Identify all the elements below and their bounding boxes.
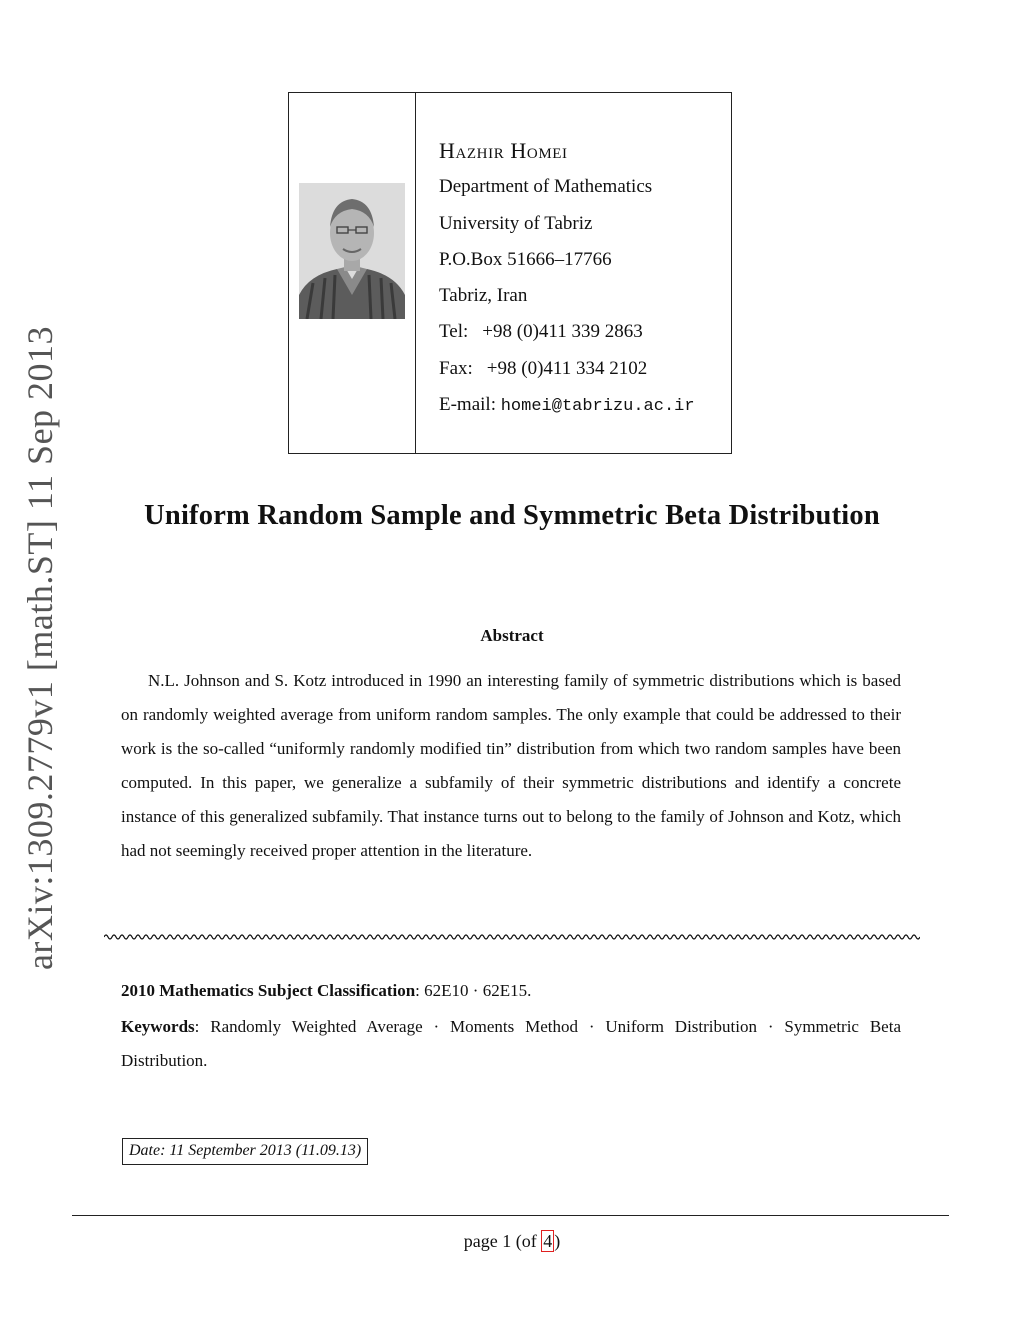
author-fax (439, 351, 695, 387)
wavy-separator (104, 930, 920, 944)
author-pobox: P.O.Box 51666–17766 (439, 248, 612, 270)
tel-value: +98 (0)411 339 2863 (482, 321, 643, 343)
footer-rule (72, 1215, 949, 1216)
fax-value: +98 (0)411 334 2102 (486, 357, 648, 379)
author-email (439, 387, 695, 423)
paper-title: Uniform Random Sample and Symmetric Beta Distribution (144, 500, 880, 531)
abstract-text: N.L. Johnson and S. Kotz introduced in 1990 an interesting family of symmetric distributions which is based on randomly weighted average from uniform random samples. The only example that could be addressed to their work is the so-called “uniformly randomly modified tin” distribution from which two random samples have been computed. In this paper, we generalize a subfamily of their symmetric distributions and identify a concrete instance of this generalized subfamily. That instance turns out to belong to the family of Johnson and Kotz, which had not seemingly received proper attention in the literature. (121, 671, 901, 860)
email-label: E-mail: (439, 394, 496, 416)
msc-label: 2010 Mathematics Subject Classification (121, 981, 416, 1000)
total-pages-link[interactable]: 4 (543, 1231, 553, 1251)
footer-suffix: ) (554, 1231, 561, 1251)
msc-value: : 62E10 · 62E15. (415, 981, 532, 1000)
author-card (288, 92, 732, 454)
keywords-line (121, 1010, 901, 1078)
author-city: Tabriz, Iran (439, 285, 528, 307)
email-link[interactable]: homei@tabrizu.ac.ir (500, 397, 695, 417)
author-department: Department of Mathematics (439, 176, 653, 198)
tel-label: Tel: (439, 321, 469, 343)
author-info (439, 133, 695, 423)
arxiv-stamp: arXiv:1309.2779v1 [math.ST] 11 Sep 2013 (20, 325, 60, 971)
msc-line (121, 976, 531, 1006)
footer-prefix: page 1 (of (463, 1231, 542, 1251)
keywords-value: : Randomly Weighted Average · Moments Method · Uniform Distribution · Symmetric Beta Distribution. (121, 1017, 901, 1070)
author-tel (439, 314, 695, 350)
author-university: University of Tabriz (439, 212, 593, 234)
keywords-label: Keywords (121, 1017, 195, 1036)
abstract-heading: Abstract (480, 626, 544, 645)
page-footer (0, 1231, 1024, 1252)
abstract-body (121, 664, 901, 868)
fax-label: Fax: (439, 357, 473, 379)
author-photo (299, 183, 405, 319)
date-box: Date: 11 September 2013 (11.09.13) (122, 1138, 368, 1165)
card-divider (415, 93, 416, 453)
author-name: Hazhir Homei (439, 138, 568, 163)
